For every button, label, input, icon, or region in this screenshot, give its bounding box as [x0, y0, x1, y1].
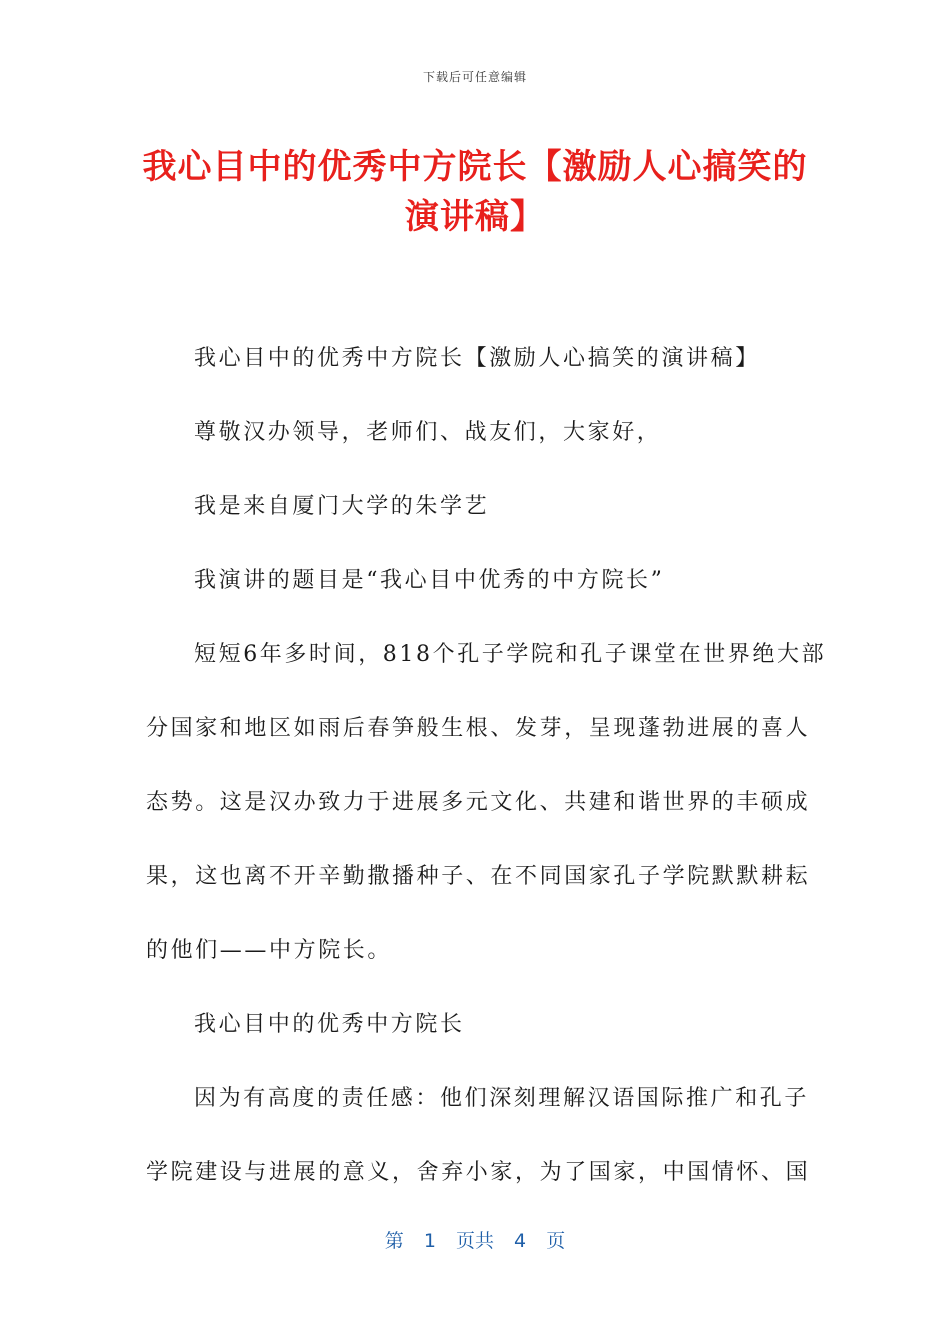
footer-middle: 页共 [455, 1230, 494, 1252]
paragraph-responsibility-line: 学院建设与进展的意义，舍弃小家，为了国家，中国情怀、国 [146, 1160, 811, 1185]
footer-prefix: 第 [384, 1230, 404, 1252]
document-body [146, 322, 827, 1210]
current-page-number: 1 [423, 1230, 436, 1252]
paragraph-greeting: 尊敬汉办领导，老师们、战友们，大家好， [194, 420, 662, 445]
paragraph-background-line: 的他们——中方院长。 [146, 938, 393, 963]
paragraph-background-line: 态势。这是汉办致力于进展多元文化、共建和谐世界的丰硕成 [146, 790, 811, 815]
paragraph-background-line: 分国家和地区如雨后春笋般生根、发芽，呈现蓬勃进展的喜人 [146, 716, 811, 741]
paragraph-background-line: 果，这也离不开辛勤撒播种子、在不同国家孔子学院默默耕耘 [146, 864, 811, 889]
paragraph-subtitle: 我心目中的优秀中方院长【激励人心搞笑的演讲稿】 [194, 346, 760, 371]
paragraph-introduction: 我是来自厦门大学的朱学艺 [194, 494, 490, 519]
paragraph-background-line: 短短6年多时间，818个孔子学院和孔子课堂在世界绝大部 [194, 642, 827, 667]
title-line-2: 演讲稿】 [405, 197, 545, 237]
document-title [130, 142, 820, 242]
section-heading: 我心目中的优秀中方院长 [194, 1012, 465, 1037]
paragraph-speech-topic: 我演讲的题目是“我心目中优秀的中方院长” [194, 568, 665, 593]
paragraph-responsibility-line: 因为有高度的责任感：他们深刻理解汉语国际推广和孔子 [194, 1086, 810, 1111]
total-pages-number: 4 [514, 1230, 527, 1252]
header-note: 下载后可任意编辑 [422, 70, 527, 84]
footer-suffix: 页 [546, 1230, 566, 1252]
page-footer [0, 1226, 950, 1253]
title-line-1: 我心目中的优秀中方院长【激励人心搞笑的 [142, 147, 808, 187]
